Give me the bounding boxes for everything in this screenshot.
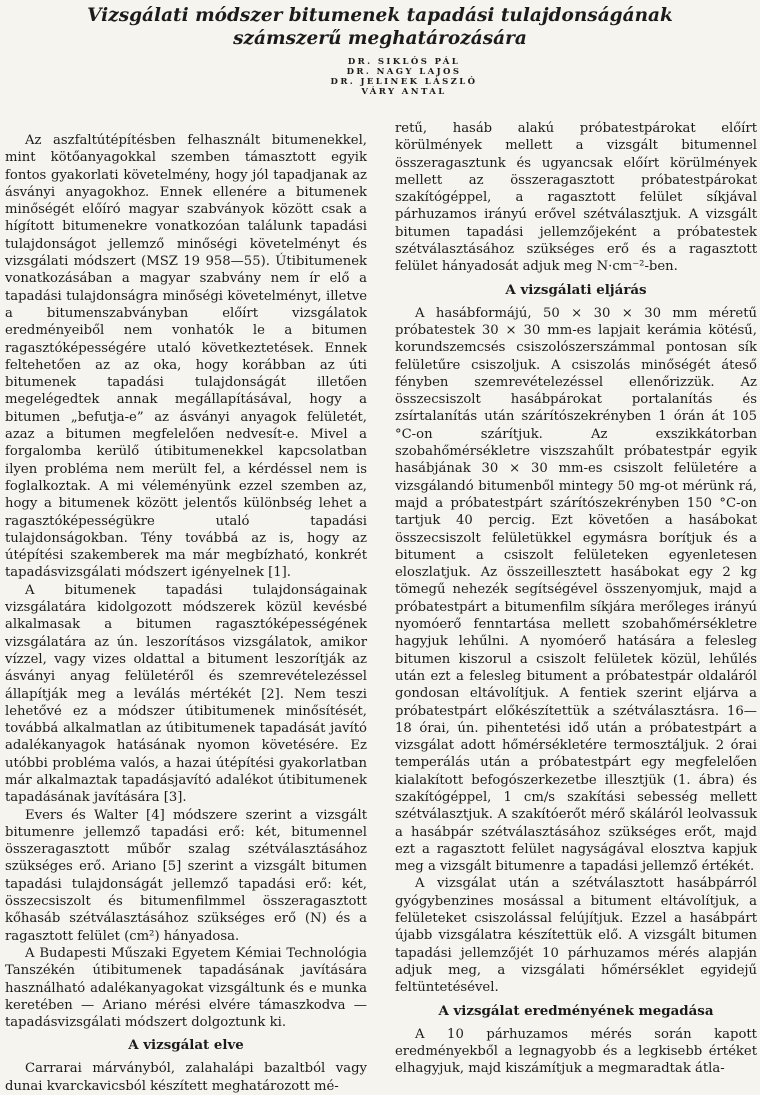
author-list <box>0 57 760 97</box>
section-heading-procedure: A vizsgálati eljárás <box>505 281 647 298</box>
paragraph: Evers és Walter [4] módszere szerint a vizsgált bitumenre jellemző tapadási erő: két, bitumennel összeragasztott műbőr szalag szétválasztásához szükséges erő. Ariano [5] szerint a vizsgált bitumen tapadási tulajdonságát jellemző tapadási erő: két, összecsiszolt és bitumenfilmmel összeragasztott kőhasáb szétválasztásához szükséges erő (N) és a ragasztott felület (cm²) hányadosa. <box>5 807 367 944</box>
title-line-2: számszerű meghatározására <box>233 28 527 49</box>
paragraph: A vizsgálat után a szétválasztott hasábpárról gyógybenzines mosással a bitument eltávolítjuk, a felületeket csiszolással felújítjuk. Ezzel a hasábpárt újabb vizsgálatra készítettük elő. A vizsgált bitumen tapadási jellemzőjét 10 párhuzamos mérés alapján adjuk meg, a vizsgálati hőmérséklet egyidejű feltüntetésével. <box>395 876 757 996</box>
section-heading-results: A vizsgálat eredményének megadása <box>438 1002 714 1019</box>
paragraph: A 10 párhuzamos mérés során kapott eredményekből a legnagyobb és a legkisebb értéket elhagyjuk, majd kiszámítjuk a megmaradtak átla- <box>395 1026 757 1077</box>
author-4: VÁRY ANTAL <box>361 87 447 97</box>
paragraph: Az aszfaltútépítésben felhasznált bitumenekkel, mint kötőanyagokkal szemben támasztott egyik fontos gyakorlati követelmény, hogy jól tapadjanak az ásványi anyagokhoz. Ennek ellenére a bitumenek minőségét előíró magyar szabványok között csak a hígított bitumenekre vonatkozóan találunk tapadási tulajdonságot jellemző minőségi követelményt és vizsgálati módszert (MSZ 19 958—55). Útibitumenek vonatkozásában a magyar szabvány nem ír elő a tapadási tulajdonságra minőségi követelményt, illetve a bitumenszabványban előírt vizsgálatok eredményeiből nem vonhatók le a bitumen ragasztóképességére utaló következtetések. Ennek feltehetően az az oka, hogy korábban az úti bitumenek tapadási tulajdonságát illetően megelégedtek annak megállapításával, hogy a bitumen „befutja-e” az ásványi anyagok felületét, azaz a bitumen megfelelően nedvesít-e. Mivel a forgalomba kerülő útibitumenekkel kapcsolatban ilyen probléma nem merült fel, a kérdéssel nem is foglalkoztak. A mi véleményünk ezzel szemben az, hogy a bitumenek között jelentős különbség lehet a ragasztóképességükre utaló tapadási tulajdonságokban. Tény továbbá az is, hogy az útépítési szakemberek ma már megbízható, konkrét tapadásvizsgálati módszert igényelnek [1]. <box>5 133 367 581</box>
paragraph: A hasábformájú, 50 × 30 × 30 mm méretű próbatestek 30 × 30 mm-es lapjait kerámia kötésű, korundszemcsés csiszolószerszámmal pontosan sík felületűre csiszoljuk. A csiszolás minőségét áteső fényben szemrevételezéssel ellenőrizzük. Az összecsiszolt hasábpárokat portalanítás és zsírtalanítás után szárítószekrényben 1 órán át 105 °C-on szárítjuk. Az exszikkátorban szobahőmérsékletre viszszahűlt próbatestpár egyik hasábjának 30 × 30 mm-es csiszolt felületére a vizsgálandó bitumenből mintegy 50 mg-ot mérünk rá, majd a próbatestpárt szárítószekrényben 150 °C-on tartjuk 40 percig. Ezt követően a hasábokat összecsiszolt felületükkel egymásra borítjuk és a bitument a csiszolt felületeken egyenletesen eloszlatjuk. Az összeillesztett hasábokat egy 2 kg tömegű nehezék segítségével összenyomjuk, majd a próbatestpárt a bitumenfilm síkjára merőleges irányú nyomóerő fenntartása mellett szobahőmérsékletre hagyjuk lehűlni. A nyomóerő hatására a felesleg bitumen kiszorul a csiszolt felületek közül, lehűlés után ezt a felesleg bitument a próbatestpár oldaláról gondosan eltávolítjuk. A fentiek szerint eljárva a próbatestpárt előkészítettük a szétválasztásra. 16—18 órai, ún. pihentetési idő után a próbatestpárt a vizsgálat adott hőmérsékletére termosztáljuk. 2 órai temperálás után a próbatestpárt egy megfelelően kialakított befogószerkezetbe illesztjük (1. ábra) és szakítógéppel, 1 cm/s szakítási sebesség mellett szétválasztjuk. A szakítóerőt mérő skáláról leolvassuk a hasábpár szétválasztásához szükséges erőt, majd ezt a ragasztott felület nagyságával elosztva kapjuk meg a vizsgált bitumenre a tapadási jellemző értékét. <box>395 305 757 875</box>
title-line-1: Vizsgálati módszer bitumenek tapadási tulajdonságának <box>87 5 673 26</box>
article-title <box>0 4 760 50</box>
author-2: DR. NAGY LAJOS <box>346 67 462 77</box>
author-1: DR. SIKLÓS PÁL <box>347 57 461 67</box>
author-3: DR. JELINEK LÁSZLÓ <box>330 77 478 87</box>
section-heading-principle: A vizsgálat elve <box>128 1037 244 1054</box>
right-column <box>395 120 757 1077</box>
paragraph: Carrarai márványból, zalahalápi bazaltból vagy dunai kvarckavicsból készített meghatározott mé- <box>5 1061 367 1094</box>
left-column <box>5 132 367 1095</box>
paragraph: A Budapesti Műszaki Egyetem Kémiai Technológia Tanszékén útibitumenek tapadásának javítására használható adalékanyagokat vizsgáltunk és e munka keretében — Ariano mérési elvére támaszkodva — tapadásvizsgálati módszert dolgoztunk ki. <box>5 945 367 1031</box>
paragraph: A bitumenek tapadási tulajdonságainak vizsgálatára kidolgozott módszerek közül kevésbé alkalmasak a bitumen ragasztóképességének vizsgálatára az ún. leszorításos vizsgálatok, amikor vízzel, vagy vizes oldattal a bitument leszorítják az ásványi anyag felületéről és szemrevételezéssel állapítják meg a leválás mértékét [2]. Nem teszi lehetővé ez a módszer útibitumenek minősítését, továbbá alkalmatlan az útibitumenek tapadását javító adalékanyagok hatásának nyomon követésére. Ez utóbbi probléma valós, a hazai útépítési gyakorlatban már alkalmaztak tapadásjavító adalékot útibitumenek tapadásának javítására [3]. <box>5 582 367 806</box>
paragraph: retű, hasáb alakú próbatestpárokat előírt körülmények mellett a vizsgált bitumennel összeragasztunk és ugyancsak előírt körülmények mellett az összeragasztott próbatestpárokat szakítógéppel, a ragasztott felület síkjával párhuzamos irányú erővel szétválasztjuk. A vizsgált bitumen tapadási jellemzőjeként a próbatestek szétválasztásához szükséges erő és a ragasztott felület hányadosát adjuk meg N·cm⁻²-ben. <box>395 121 757 275</box>
